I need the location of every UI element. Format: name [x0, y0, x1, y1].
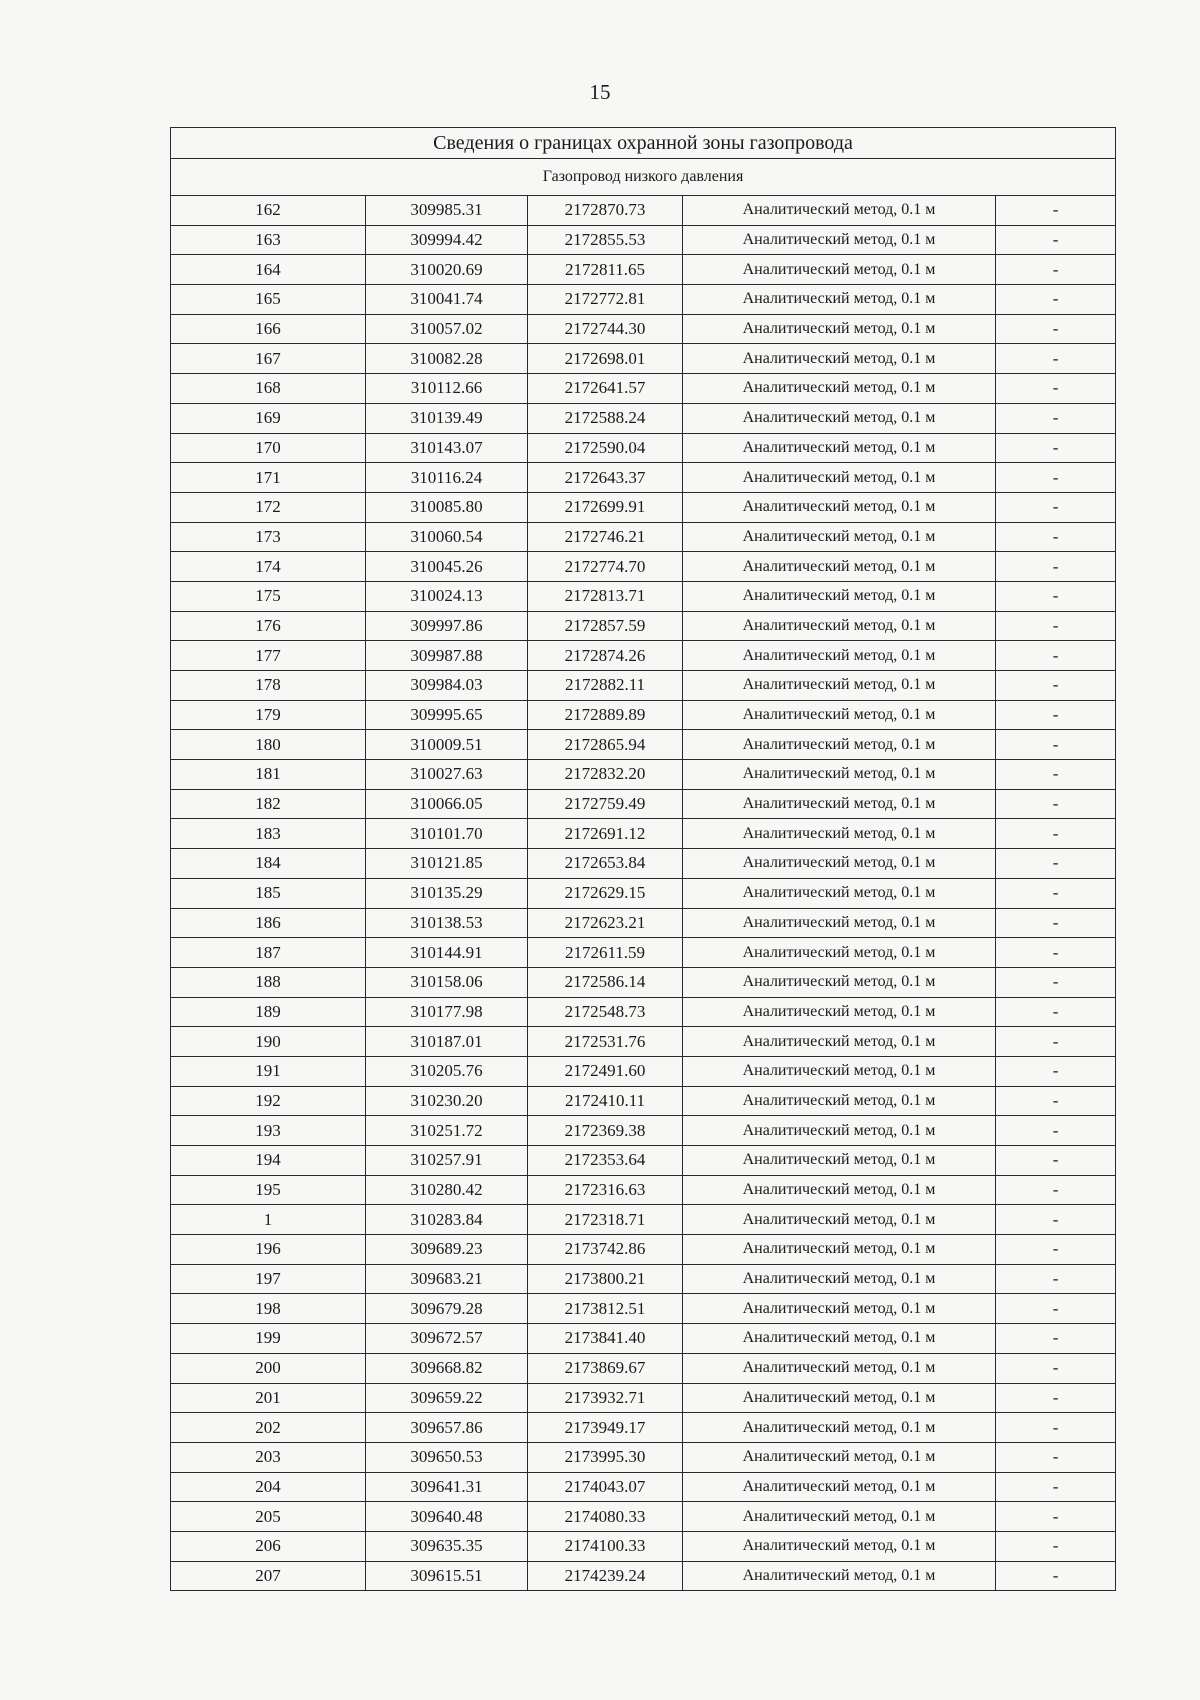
x-coordinate-cell: 309640.48: [366, 1502, 528, 1532]
table-row: [171, 225, 1116, 255]
y-coordinate-cell: 2172874.26: [528, 641, 683, 671]
table-row: [171, 433, 1116, 463]
note-cell: -: [996, 463, 1116, 493]
x-coordinate-cell: 310139.49: [366, 403, 528, 433]
x-coordinate-cell: 310045.26: [366, 552, 528, 582]
point-number-cell: 1: [171, 1205, 366, 1235]
x-coordinate-cell: 310251.72: [366, 1116, 528, 1146]
y-coordinate-cell: 2173812.51: [528, 1294, 683, 1324]
y-coordinate-cell: 2172623.21: [528, 908, 683, 938]
method-cell: Аналитический метод, 0.1 м: [683, 1116, 996, 1146]
y-coordinate-cell: 2172531.76: [528, 1027, 683, 1057]
x-coordinate-cell: 309984.03: [366, 671, 528, 701]
note-cell: -: [996, 967, 1116, 997]
point-number-cell: 171: [171, 463, 366, 493]
table-subtitle: Газопровод низкого давления: [171, 159, 1116, 196]
note-cell: -: [996, 1413, 1116, 1443]
y-coordinate-cell: 2172588.24: [528, 403, 683, 433]
table-title-row: [171, 128, 1116, 159]
y-coordinate-cell: 2172586.14: [528, 967, 683, 997]
method-cell: Аналитический метод, 0.1 м: [683, 1027, 996, 1057]
table-row: [171, 967, 1116, 997]
point-number-cell: 205: [171, 1502, 366, 1532]
x-coordinate-cell: 310085.80: [366, 492, 528, 522]
method-cell: Аналитический метод, 0.1 м: [683, 463, 996, 493]
note-cell: -: [996, 1264, 1116, 1294]
table-row: [171, 1383, 1116, 1413]
note-cell: -: [996, 641, 1116, 671]
y-coordinate-cell: 2174239.24: [528, 1561, 683, 1591]
method-cell: Аналитический метод, 0.1 м: [683, 789, 996, 819]
note-cell: -: [996, 552, 1116, 582]
method-cell: Аналитический метод, 0.1 м: [683, 492, 996, 522]
table-row: [171, 1264, 1116, 1294]
method-cell: Аналитический метод, 0.1 м: [683, 374, 996, 404]
x-coordinate-cell: 310205.76: [366, 1056, 528, 1086]
point-number-cell: 202: [171, 1413, 366, 1443]
table-row: [171, 492, 1116, 522]
point-number-cell: 193: [171, 1116, 366, 1146]
point-number-cell: 189: [171, 997, 366, 1027]
table-row: [171, 997, 1116, 1027]
point-number-cell: 198: [171, 1294, 366, 1324]
note-cell: -: [996, 1294, 1116, 1324]
note-cell: -: [996, 819, 1116, 849]
method-cell: Аналитический метод, 0.1 м: [683, 849, 996, 879]
table-row: [171, 789, 1116, 819]
y-coordinate-cell: 2172855.53: [528, 225, 683, 255]
table-row: [171, 1324, 1116, 1354]
point-number-cell: 167: [171, 344, 366, 374]
method-cell: Аналитический метод, 0.1 м: [683, 760, 996, 790]
table-row: [171, 1116, 1116, 1146]
y-coordinate-cell: 2172643.37: [528, 463, 683, 493]
table-row: [171, 196, 1116, 226]
x-coordinate-cell: 310177.98: [366, 997, 528, 1027]
y-coordinate-cell: 2174100.33: [528, 1531, 683, 1561]
method-cell: Аналитический метод, 0.1 м: [683, 314, 996, 344]
point-number-cell: 179: [171, 700, 366, 730]
point-number-cell: 178: [171, 671, 366, 701]
method-cell: Аналитический метод, 0.1 м: [683, 1502, 996, 1532]
table-row: [171, 1413, 1116, 1443]
x-coordinate-cell: 310144.91: [366, 938, 528, 968]
method-cell: Аналитический метод, 0.1 м: [683, 196, 996, 226]
y-coordinate-cell: 2172882.11: [528, 671, 683, 701]
note-cell: -: [996, 1383, 1116, 1413]
table-row: [171, 1472, 1116, 1502]
point-number-cell: 190: [171, 1027, 366, 1057]
method-cell: Аналитический метод, 0.1 м: [683, 1561, 996, 1591]
note-cell: -: [996, 908, 1116, 938]
x-coordinate-cell: 309985.31: [366, 196, 528, 226]
method-cell: Аналитический метод, 0.1 м: [683, 938, 996, 968]
point-number-cell: 195: [171, 1175, 366, 1205]
point-number-cell: 187: [171, 938, 366, 968]
y-coordinate-cell: 2172813.71: [528, 581, 683, 611]
table-row: [171, 255, 1116, 285]
y-coordinate-cell: 2172316.63: [528, 1175, 683, 1205]
point-number-cell: 200: [171, 1353, 366, 1383]
table-title: Сведения о границах охранной зоны газопровода: [171, 128, 1116, 159]
table-row: [171, 878, 1116, 908]
method-cell: Аналитический метод, 0.1 м: [683, 1324, 996, 1354]
x-coordinate-cell: 309635.35: [366, 1531, 528, 1561]
y-coordinate-cell: 2172746.21: [528, 522, 683, 552]
point-number-cell: 181: [171, 760, 366, 790]
note-cell: -: [996, 374, 1116, 404]
x-coordinate-cell: 309987.88: [366, 641, 528, 671]
table-row: [171, 1056, 1116, 1086]
method-cell: Аналитический метод, 0.1 м: [683, 700, 996, 730]
y-coordinate-cell: 2173932.71: [528, 1383, 683, 1413]
y-coordinate-cell: 2172611.59: [528, 938, 683, 968]
table-row: [171, 1442, 1116, 1472]
table-row: [171, 344, 1116, 374]
x-coordinate-cell: 310280.42: [366, 1175, 528, 1205]
y-coordinate-cell: 2172641.57: [528, 374, 683, 404]
table-row: [171, 938, 1116, 968]
method-cell: Аналитический метод, 0.1 м: [683, 1146, 996, 1176]
table-row: [171, 581, 1116, 611]
note-cell: -: [996, 255, 1116, 285]
note-cell: -: [996, 1056, 1116, 1086]
method-cell: Аналитический метод, 0.1 м: [683, 997, 996, 1027]
x-coordinate-cell: 310135.29: [366, 878, 528, 908]
y-coordinate-cell: 2172889.89: [528, 700, 683, 730]
point-number-cell: 182: [171, 789, 366, 819]
table-row: [171, 671, 1116, 701]
point-number-cell: 176: [171, 611, 366, 641]
point-number-cell: 197: [171, 1264, 366, 1294]
table-row: [171, 641, 1116, 671]
y-coordinate-cell: 2174080.33: [528, 1502, 683, 1532]
y-coordinate-cell: 2173995.30: [528, 1442, 683, 1472]
table-row: [171, 1294, 1116, 1324]
method-cell: Аналитический метод, 0.1 м: [683, 1056, 996, 1086]
point-number-cell: 170: [171, 433, 366, 463]
x-coordinate-cell: 310121.85: [366, 849, 528, 879]
point-number-cell: 184: [171, 849, 366, 879]
table-row: [171, 611, 1116, 641]
method-cell: Аналитический метод, 0.1 м: [683, 878, 996, 908]
method-cell: Аналитический метод, 0.1 м: [683, 671, 996, 701]
table-row: [171, 908, 1116, 938]
x-coordinate-cell: 309650.53: [366, 1442, 528, 1472]
x-coordinate-cell: 310066.05: [366, 789, 528, 819]
point-number-cell: 192: [171, 1086, 366, 1116]
method-cell: Аналитический метод, 0.1 м: [683, 285, 996, 315]
table-row: [171, 314, 1116, 344]
method-cell: Аналитический метод, 0.1 м: [683, 1264, 996, 1294]
y-coordinate-cell: 2172629.15: [528, 878, 683, 908]
x-coordinate-cell: 309679.28: [366, 1294, 528, 1324]
note-cell: -: [996, 1502, 1116, 1532]
note-cell: -: [996, 1561, 1116, 1591]
x-coordinate-cell: 310060.54: [366, 522, 528, 552]
method-cell: Аналитический метод, 0.1 м: [683, 1175, 996, 1205]
x-coordinate-cell: 310257.91: [366, 1146, 528, 1176]
y-coordinate-cell: 2172699.91: [528, 492, 683, 522]
method-cell: Аналитический метод, 0.1 м: [683, 581, 996, 611]
x-coordinate-cell: 310057.02: [366, 314, 528, 344]
table-row: [171, 1027, 1116, 1057]
method-cell: Аналитический метод, 0.1 м: [683, 1442, 996, 1472]
x-coordinate-cell: 310024.13: [366, 581, 528, 611]
y-coordinate-cell: 2172832.20: [528, 760, 683, 790]
method-cell: Аналитический метод, 0.1 м: [683, 641, 996, 671]
x-coordinate-cell: 310283.84: [366, 1205, 528, 1235]
method-cell: Аналитический метод, 0.1 м: [683, 967, 996, 997]
note-cell: -: [996, 1175, 1116, 1205]
x-coordinate-cell: 309668.82: [366, 1353, 528, 1383]
y-coordinate-cell: 2172865.94: [528, 730, 683, 760]
method-cell: Аналитический метод, 0.1 м: [683, 1086, 996, 1116]
method-cell: Аналитический метод, 0.1 м: [683, 1531, 996, 1561]
x-coordinate-cell: 310138.53: [366, 908, 528, 938]
point-number-cell: 174: [171, 552, 366, 582]
note-cell: -: [996, 849, 1116, 879]
note-cell: -: [996, 1235, 1116, 1265]
method-cell: Аналитический метод, 0.1 м: [683, 1294, 996, 1324]
table-row: [171, 1561, 1116, 1591]
y-coordinate-cell: 2172698.01: [528, 344, 683, 374]
x-coordinate-cell: 309641.31: [366, 1472, 528, 1502]
note-cell: -: [996, 938, 1116, 968]
method-cell: Аналитический метод, 0.1 м: [683, 1383, 996, 1413]
y-coordinate-cell: 2172772.81: [528, 285, 683, 315]
table-row: [171, 1531, 1116, 1561]
y-coordinate-cell: 2173800.21: [528, 1264, 683, 1294]
table-body: [171, 196, 1116, 1591]
point-number-cell: 203: [171, 1442, 366, 1472]
method-cell: Аналитический метод, 0.1 м: [683, 1205, 996, 1235]
note-cell: -: [996, 878, 1116, 908]
x-coordinate-cell: 310112.66: [366, 374, 528, 404]
point-number-cell: 165: [171, 285, 366, 315]
y-coordinate-cell: 2172410.11: [528, 1086, 683, 1116]
y-coordinate-cell: 2172653.84: [528, 849, 683, 879]
table-row: [171, 1502, 1116, 1532]
x-coordinate-cell: 309657.86: [366, 1413, 528, 1443]
y-coordinate-cell: 2174043.07: [528, 1472, 683, 1502]
point-number-cell: 196: [171, 1235, 366, 1265]
page-number: 15: [589, 80, 611, 104]
table-row: [171, 700, 1116, 730]
table-row: [171, 819, 1116, 849]
point-number-cell: 166: [171, 314, 366, 344]
table-row: [171, 1146, 1116, 1176]
point-number-cell: 183: [171, 819, 366, 849]
x-coordinate-cell: 309683.21: [366, 1264, 528, 1294]
x-coordinate-cell: 309672.57: [366, 1324, 528, 1354]
point-number-cell: 172: [171, 492, 366, 522]
note-cell: -: [996, 1472, 1116, 1502]
table-row: [171, 285, 1116, 315]
table-row: [171, 760, 1116, 790]
x-coordinate-cell: 310020.69: [366, 255, 528, 285]
y-coordinate-cell: 2172759.49: [528, 789, 683, 819]
point-number-cell: 163: [171, 225, 366, 255]
point-number-cell: 191: [171, 1056, 366, 1086]
method-cell: Аналитический метод, 0.1 м: [683, 552, 996, 582]
x-coordinate-cell: 310187.01: [366, 1027, 528, 1057]
y-coordinate-cell: 2172548.73: [528, 997, 683, 1027]
table-row: [171, 552, 1116, 582]
x-coordinate-cell: 310082.28: [366, 344, 528, 374]
y-coordinate-cell: 2173742.86: [528, 1235, 683, 1265]
point-number-cell: 185: [171, 878, 366, 908]
x-coordinate-cell: 310158.06: [366, 967, 528, 997]
method-cell: Аналитический метод, 0.1 м: [683, 433, 996, 463]
note-cell: -: [996, 789, 1116, 819]
note-cell: -: [996, 1324, 1116, 1354]
point-number-cell: 173: [171, 522, 366, 552]
method-cell: Аналитический метод, 0.1 м: [683, 1413, 996, 1443]
y-coordinate-cell: 2172744.30: [528, 314, 683, 344]
note-cell: -: [996, 1205, 1116, 1235]
method-cell: Аналитический метод, 0.1 м: [683, 522, 996, 552]
method-cell: Аналитический метод, 0.1 м: [683, 255, 996, 285]
point-number-cell: 201: [171, 1383, 366, 1413]
table-row: [171, 1205, 1116, 1235]
boundary-table: [170, 127, 1116, 1591]
point-number-cell: 180: [171, 730, 366, 760]
x-coordinate-cell: 309659.22: [366, 1383, 528, 1413]
x-coordinate-cell: 310041.74: [366, 285, 528, 315]
note-cell: -: [996, 671, 1116, 701]
y-coordinate-cell: 2173869.67: [528, 1353, 683, 1383]
table-row: [171, 463, 1116, 493]
y-coordinate-cell: 2172857.59: [528, 611, 683, 641]
note-cell: -: [996, 997, 1116, 1027]
point-number-cell: 175: [171, 581, 366, 611]
note-cell: -: [996, 1146, 1116, 1176]
table-row: [171, 1353, 1116, 1383]
note-cell: -: [996, 730, 1116, 760]
y-coordinate-cell: 2172491.60: [528, 1056, 683, 1086]
note-cell: -: [996, 1442, 1116, 1472]
method-cell: Аналитический метод, 0.1 м: [683, 403, 996, 433]
x-coordinate-cell: 310101.70: [366, 819, 528, 849]
y-coordinate-cell: 2172691.12: [528, 819, 683, 849]
y-coordinate-cell: 2173841.40: [528, 1324, 683, 1354]
method-cell: Аналитический метод, 0.1 м: [683, 1353, 996, 1383]
point-number-cell: 169: [171, 403, 366, 433]
note-cell: -: [996, 1086, 1116, 1116]
table-row: [171, 1086, 1116, 1116]
note-cell: -: [996, 581, 1116, 611]
table-row: [171, 1235, 1116, 1265]
x-coordinate-cell: 310027.63: [366, 760, 528, 790]
table-row: [171, 730, 1116, 760]
x-coordinate-cell: 309995.65: [366, 700, 528, 730]
x-coordinate-cell: 309994.42: [366, 225, 528, 255]
point-number-cell: 177: [171, 641, 366, 671]
point-number-cell: 188: [171, 967, 366, 997]
table-row: [171, 403, 1116, 433]
table-row: [171, 1175, 1116, 1205]
y-coordinate-cell: 2172318.71: [528, 1205, 683, 1235]
y-coordinate-cell: 2172590.04: [528, 433, 683, 463]
method-cell: Аналитический метод, 0.1 м: [683, 1472, 996, 1502]
x-coordinate-cell: 310230.20: [366, 1086, 528, 1116]
note-cell: -: [996, 344, 1116, 374]
x-coordinate-cell: 310143.07: [366, 433, 528, 463]
y-coordinate-cell: 2172870.73: [528, 196, 683, 226]
note-cell: -: [996, 522, 1116, 552]
y-coordinate-cell: 2173949.17: [528, 1413, 683, 1443]
method-cell: Аналитический метод, 0.1 м: [683, 344, 996, 374]
note-cell: -: [996, 611, 1116, 641]
method-cell: Аналитический метод, 0.1 м: [683, 819, 996, 849]
x-coordinate-cell: 310116.24: [366, 463, 528, 493]
x-coordinate-cell: 310009.51: [366, 730, 528, 760]
note-cell: -: [996, 1531, 1116, 1561]
method-cell: Аналитический метод, 0.1 м: [683, 225, 996, 255]
method-cell: Аналитический метод, 0.1 м: [683, 1235, 996, 1265]
point-number-cell: 199: [171, 1324, 366, 1354]
note-cell: -: [996, 760, 1116, 790]
point-number-cell: 206: [171, 1531, 366, 1561]
note-cell: -: [996, 225, 1116, 255]
x-coordinate-cell: 309615.51: [366, 1561, 528, 1591]
point-number-cell: 207: [171, 1561, 366, 1591]
note-cell: -: [996, 1027, 1116, 1057]
point-number-cell: 162: [171, 196, 366, 226]
y-coordinate-cell: 2172811.65: [528, 255, 683, 285]
x-coordinate-cell: 309997.86: [366, 611, 528, 641]
y-coordinate-cell: 2172774.70: [528, 552, 683, 582]
note-cell: -: [996, 1353, 1116, 1383]
point-number-cell: 204: [171, 1472, 366, 1502]
table-row: [171, 374, 1116, 404]
y-coordinate-cell: 2172353.64: [528, 1146, 683, 1176]
point-number-cell: 186: [171, 908, 366, 938]
note-cell: -: [996, 1116, 1116, 1146]
method-cell: Аналитический метод, 0.1 м: [683, 908, 996, 938]
note-cell: -: [996, 700, 1116, 730]
note-cell: -: [996, 285, 1116, 315]
note-cell: -: [996, 403, 1116, 433]
y-coordinate-cell: 2172369.38: [528, 1116, 683, 1146]
point-number-cell: 168: [171, 374, 366, 404]
boundary-table-container: [170, 127, 1115, 1591]
point-number-cell: 194: [171, 1146, 366, 1176]
note-cell: -: [996, 492, 1116, 522]
point-number-cell: 164: [171, 255, 366, 285]
note-cell: -: [996, 314, 1116, 344]
note-cell: -: [996, 196, 1116, 226]
table-row: [171, 522, 1116, 552]
table-subtitle-row: [171, 159, 1116, 196]
method-cell: Аналитический метод, 0.1 м: [683, 611, 996, 641]
note-cell: -: [996, 433, 1116, 463]
method-cell: Аналитический метод, 0.1 м: [683, 730, 996, 760]
table-row: [171, 849, 1116, 879]
x-coordinate-cell: 309689.23: [366, 1235, 528, 1265]
